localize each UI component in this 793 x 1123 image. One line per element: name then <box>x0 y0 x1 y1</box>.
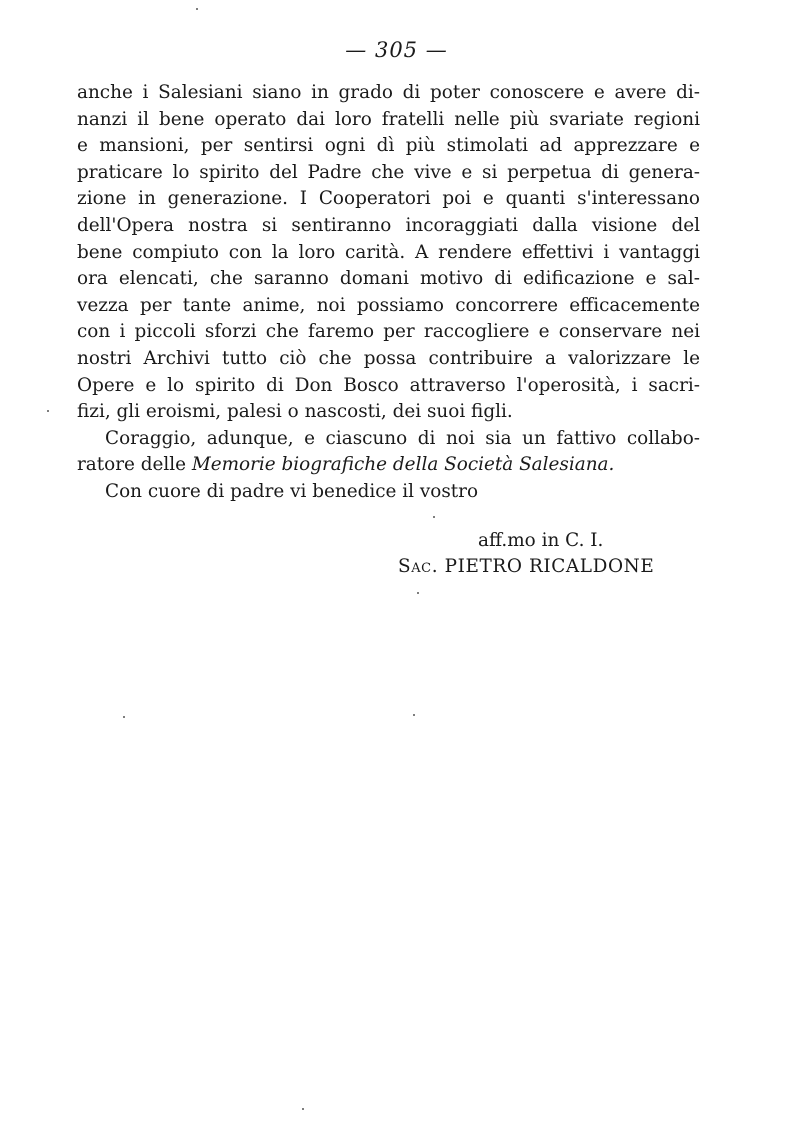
exhortation-line: Coraggio, adunque, e ciascuno di noi sia un fattivo collabo- <box>105 427 700 449</box>
text-line: vezza per tante anime, noi possiamo concorrere efficacemente <box>77 294 700 316</box>
signature-title: Sac. <box>398 556 439 577</box>
signature-name: PIETRO RICALDONE <box>444 556 655 577</box>
exhortation-line <box>77 452 700 479</box>
print-speck <box>417 592 419 594</box>
book-title: Memorie biografiche della Società Salesiana. <box>191 454 615 476</box>
text-line: zione in generazione. I Cooperatori poi e quanti s'interessano <box>77 188 700 210</box>
text-line: nanzi il bene operato dai loro fratelli nelle più svariate regioni <box>77 108 700 130</box>
text-line: Opere e lo spirito di Don Bosco attraverso l'operosità, i sacri- <box>77 374 700 396</box>
text-line: nostri Archivi tutto ciò che possa contribuire a valorizzare le <box>77 347 700 369</box>
letter-body <box>77 80 700 506</box>
text-line: praticare lo spirito del Padre che vive e si perpetua di genera- <box>77 161 700 183</box>
print-speck <box>47 410 49 412</box>
signature <box>398 554 654 580</box>
text-line: dell'Opera nostra si sentiranno incoraggiati dalla visione del <box>77 214 700 236</box>
text-line: fizi, gli eroismi, palesi o nascosti, dei suoi figli. <box>77 401 513 423</box>
text-line: e mansioni, per sentirsi ogni dì più stimolati ad apprezzare e <box>77 135 700 157</box>
page-number: — 305 — <box>345 38 448 62</box>
text-line: bene compiuto con la loro carità. A rendere effettivi i vantaggi <box>77 241 700 263</box>
text-line: con i piccoli sforzi che faremo per raccogliere e conservare nei <box>77 321 700 343</box>
exhortation-prefix: ratore delle <box>77 454 192 476</box>
print-speck <box>302 1108 304 1110</box>
print-speck <box>196 8 198 10</box>
print-speck <box>123 716 125 718</box>
text-line: anche i Salesiani siano in grado di poter conoscere e avere di- <box>77 82 700 103</box>
text-line: ora elencati, che saranno domani motivo di edificazione e sal- <box>77 268 700 290</box>
blessing-line: Con cuore di padre vi benedice il vostro <box>105 480 479 502</box>
print-speck <box>413 714 415 716</box>
valediction: aff.mo in C. I. <box>478 530 604 551</box>
print-speck <box>433 516 435 518</box>
